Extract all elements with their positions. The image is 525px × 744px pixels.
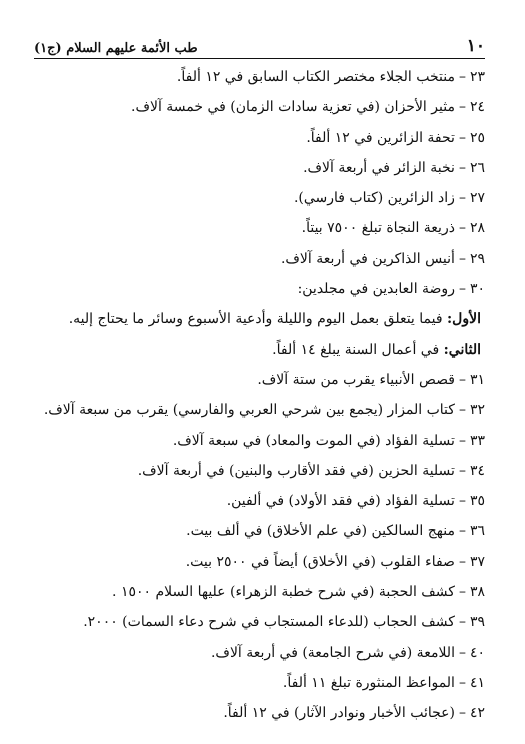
book-title: طب الأئمة عليهم السلام (ج١) [34, 41, 198, 56]
entry-separator: – [458, 493, 466, 510]
entry-number: ٢٩ [469, 250, 485, 267]
entry-number: ٢٨ [469, 220, 485, 237]
header-rule [34, 58, 485, 59]
list-item [30, 486, 485, 516]
entry-separator: – [458, 644, 466, 661]
entry-text: زاد الزائرين (كتاب فارسي). [293, 190, 455, 207]
entry-separator: – [458, 99, 466, 116]
entry-text: ذريعة النجاة تبلغ ٧٥٠٠ بيتاً. [301, 220, 455, 237]
list-item [30, 698, 485, 728]
entry-number: ٤١ [469, 674, 485, 691]
sub-item-text: فيما يتعلق بعمل اليوم والليلة وأدعية الأسبوع وسائر ما يحتاج إليه. [68, 311, 443, 328]
entry-number: ٢٥ [469, 129, 485, 146]
entry-text: نخبة الزائر في أربعة آلاف. [303, 159, 455, 176]
entry-number: ٣٤ [469, 462, 485, 479]
list-item [30, 395, 485, 425]
entry-separator: – [458, 69, 466, 85]
entry-number: ٣٥ [469, 493, 485, 510]
list-item [30, 668, 485, 698]
list-item [30, 426, 485, 456]
running-head [34, 34, 485, 56]
list-item [30, 62, 485, 92]
entry-text: تسلية الحزين (في فقد الأقارب والبنين) في أربعة آلاف. [137, 462, 455, 479]
entry-separator: – [458, 250, 466, 267]
list-item [30, 274, 485, 304]
sub-item-label: الأول: [447, 311, 481, 328]
entry-number: ٣٦ [469, 523, 485, 540]
entry-text: روضة العابدين في مجلدين: [297, 281, 455, 298]
entry-separator: – [458, 674, 466, 691]
entry-separator: – [458, 584, 466, 601]
entry-text: منهج السالكين (في علم الأخلاق) في ألف بيت. [186, 523, 455, 540]
entry-separator: – [458, 553, 466, 570]
entry-text: المواعظ المنثورة تبلغ ١١ ألفاً. [282, 674, 455, 691]
sub-item [30, 304, 485, 334]
entry-number: ٣٩ [469, 614, 485, 631]
entry-text: تسلية الفؤاد (في فقد الأولاد) في ألفين. [226, 493, 455, 510]
list-item [30, 123, 485, 153]
entry-number: ٣١ [469, 371, 485, 388]
entry-separator: – [458, 705, 466, 722]
entry-number: ٢٧ [469, 190, 485, 207]
entry-separator: – [458, 129, 466, 146]
page-number: ١٠ [466, 36, 485, 56]
entry-separator: – [458, 614, 466, 631]
body-text [30, 62, 485, 729]
entry-text: كتاب المزار (يجمع بين شرحي العربي والفارسي) يقرب من سبعة آلاف. [43, 402, 455, 419]
entry-separator: – [458, 190, 466, 207]
entry-separator: – [458, 159, 466, 176]
entry-separator: – [458, 523, 466, 540]
entry-number: ٤٢ [469, 705, 485, 722]
entry-number: ٣٣ [469, 432, 485, 449]
list-item [30, 456, 485, 486]
list-item [30, 92, 485, 122]
entry-number: ٣٠ [469, 281, 485, 298]
entry-text: مثير الأحزان (في تعزية سادات الزمان) في خمسة آلاف. [131, 99, 455, 116]
entry-text: أنيس الذاكرين في أربعة آلاف. [280, 250, 455, 267]
entry-number: ٣٢ [469, 402, 485, 419]
list-item [30, 183, 485, 213]
entry-separator: – [458, 281, 466, 298]
list-item [30, 547, 485, 577]
entry-text: كشف الحجاب (للدعاء المستجاب في شرح دعاء السمات) ٢٠٠٠. [83, 614, 455, 631]
entry-separator: – [458, 402, 466, 419]
entry-number: ٤٠ [469, 644, 485, 661]
entry-separator: – [458, 462, 466, 479]
entry-number: ٢٦ [469, 159, 485, 176]
entry-text: صفاء القلوب (في الأخلاق) أيضاً في ٢٥٠٠ بيت. [185, 553, 455, 570]
entry-text: تسلية الفؤاد (في الموت والمعاد) في سبعة آلاف. [172, 432, 455, 449]
entry-text: قصص الأنبياء يقرب من ستة آلاف. [257, 371, 455, 388]
list-item [30, 153, 485, 183]
list-item [30, 638, 485, 668]
entry-number: ٢٤ [469, 99, 485, 116]
entry-number: ٢٣ [469, 69, 485, 85]
sub-item-label: الثاني: [443, 341, 481, 358]
list-item [30, 516, 485, 546]
entry-text: (عجائب الأخبار ونوادر الآثار) في ١٢ ألفاً. [223, 705, 455, 722]
list-item [30, 577, 485, 607]
entry-text: كشف الحجبة (في شرح خطبة الزهراء) عليها السلام ١٥٠٠ . [112, 584, 455, 601]
entry-number: ٣٨ [469, 584, 485, 601]
list-item [30, 244, 485, 274]
entry-separator: – [458, 371, 466, 388]
entry-text: تحفة الزائرين في ١٢ ألفاً. [306, 129, 455, 146]
entry-separator: – [458, 220, 466, 237]
entry-number: ٣٧ [469, 553, 485, 570]
entry-text: اللامعة (في شرح الجامعة) في أربعة آلاف. [210, 644, 455, 661]
list-item [30, 607, 485, 637]
list-item [30, 365, 485, 395]
entry-text: منتخب الجلاء مختصر الكتاب السابق في ١٢ ألفاً. [176, 69, 455, 85]
sub-item-text: في أعمال السنة يبلغ ١٤ ألفاً. [272, 341, 440, 358]
list-item [30, 213, 485, 243]
entry-separator: – [458, 432, 466, 449]
sub-item [30, 335, 485, 365]
